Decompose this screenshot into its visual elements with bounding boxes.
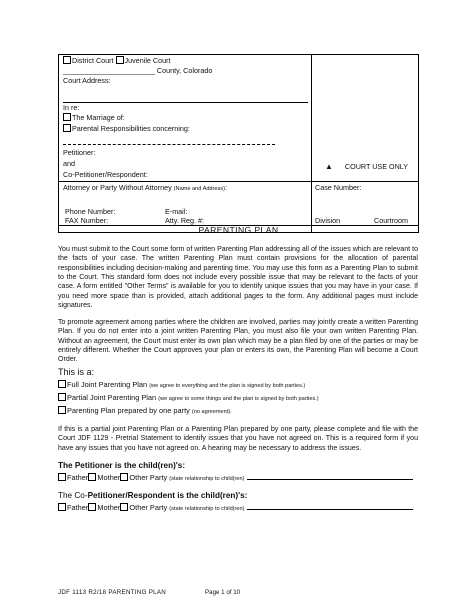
parental-resp-label: Parental Responsibilities concerning: (72, 124, 190, 133)
juvenile-court-label: Juvenile Court (124, 56, 171, 65)
co-mother-checkbox[interactable] (88, 503, 96, 511)
co-relationship-note: (state relationship to child(ren) (169, 506, 245, 512)
petitioner-father-label: Father (67, 473, 89, 482)
marriage-option (63, 113, 125, 122)
co-mother-label: Mother (97, 503, 121, 512)
instructions-paragraph: You must submit to the Court some form of written Parenting Plan addressing all of the issues which are relevant to the facts of your case. The written Parenting Plan must contain provisions for the allocation of parental responsibilities including decision-making and parenting time. You may use this form as a Parenting Plan to submit to the Court. This standard form does not include every possible issue that may be relevant to the facts of your case. A form entitled "Other Terms" is available for you to identify unique issues that you may have in your case. If you need more space than is provided, attach additional pages to the form. Any additional pages must include signatures. (58, 246, 418, 310)
footer-page-number: Page 1 of 10 (205, 589, 241, 596)
caption-left-border (58, 54, 59, 232)
court-use-only-label: COURT USE ONLY (344, 162, 409, 171)
district-court-label: District Court (72, 56, 114, 65)
courtroom-label: Courtroom (374, 216, 408, 225)
petitioner-mother-label: Mother (97, 473, 121, 482)
caption-divider (311, 54, 312, 232)
division-label: Division (315, 216, 341, 225)
fax-label: FAX Number: (65, 216, 109, 225)
petitioner-other-checkbox[interactable] (120, 473, 128, 481)
district-court-checkbox[interactable] (63, 56, 71, 64)
petitioner-label: Petitioner: (63, 148, 96, 157)
agreement-paragraph: To promote agreement among parties where the children are involved, parties may jointly create a written Parenting Plan. If you do not enter into a joint written Parenting Plan, you must also file your own written Parenting Plan. Without an agreement, the Court must enter its own plan which may be a plan filed by one of the parties or may be entirely different. Whether the Court approves your plan or enters its own, the Parenting Plan will become a Court Order. (58, 319, 418, 364)
co-relationship-field[interactable] (247, 503, 413, 510)
one-party-checkbox[interactable] (58, 406, 66, 414)
one-party-label: Parenting Plan prepared by one party (67, 406, 190, 415)
phone-label: Phone Number: (65, 207, 116, 216)
attorney-label (63, 183, 227, 194)
parental-resp-option (63, 124, 190, 133)
atty-reg-label: Atty. Reg. #: (165, 216, 205, 225)
form-title: PARENTING PLAN (198, 224, 279, 235)
partial-joint-option (58, 393, 319, 404)
full-joint-checkbox[interactable] (58, 380, 66, 388)
marriage-label: The Marriage of: (72, 113, 125, 122)
marriage-checkbox[interactable] (63, 113, 71, 121)
partial-joint-checkbox[interactable] (58, 393, 66, 401)
court-address-label: Court Address: (63, 76, 111, 85)
co-petitioner-heading (58, 491, 247, 500)
pretrial-paragraph: If this is a partial joint Parenting Plan or a Parenting Plan prepared by one party, please complete and file with the Court JDF 1129 - Pretrial Statement to identify issues that you have not agreed on. This is a required form if you have any issues that you have not agreed on. A hearing may be necessary to address the issues. (58, 426, 418, 452)
juvenile-court-checkbox[interactable] (116, 56, 124, 64)
petitioner-relationship-row (58, 473, 413, 484)
caption-right-border (418, 54, 419, 232)
co-heading-prefix: The Co- (58, 491, 88, 500)
co-father-checkbox[interactable] (58, 503, 66, 511)
attorney-label-colon: : (224, 183, 227, 192)
email-label: E-mail: (165, 207, 188, 216)
co-other-label: Other Party (129, 503, 168, 512)
this-is-a-label: This is a: (58, 367, 95, 377)
footer-form-id: JDF 1113 R2/18 PARENTING PLAN (58, 589, 167, 596)
petitioner-relationship-note: (state relationship to child(ren) (169, 476, 245, 482)
in-re-label: In re: (63, 103, 80, 112)
caption-mid-line (58, 181, 419, 182)
petitioner-other-label: Other Party (129, 473, 168, 482)
full-joint-note: (we agree to everything and the plan is signed by both parties.) (149, 383, 306, 389)
attorney-label-text: Attorney or Party Without Attorney (63, 183, 172, 192)
co-father-label: Father (67, 503, 89, 512)
petitioner-mother-checkbox[interactable] (88, 473, 96, 481)
full-joint-option (58, 380, 305, 391)
court-type-line (63, 56, 171, 65)
partial-joint-label: Partial Joint Parenting Plan (67, 393, 157, 402)
full-joint-label: Full Joint Parenting Plan (67, 380, 148, 389)
and-label: and (63, 159, 75, 168)
parental-resp-checkbox[interactable] (63, 124, 71, 132)
one-party-option (58, 406, 232, 417)
court-use-only (325, 162, 408, 171)
co-heading-rest: Petitioner/Respondent is the child(ren)'s: (87, 491, 248, 500)
attorney-label-note: (Name and Address) (173, 186, 225, 192)
triangle-up-icon: ▲ (325, 162, 333, 171)
partial-joint-note: (we agree to some things and the plan is signed by both parties.) (158, 396, 319, 402)
address-underline (63, 102, 308, 103)
caption-top-border (58, 54, 419, 55)
petitioner-relationship-field[interactable] (247, 473, 413, 480)
one-party-note: (no agreement). (191, 409, 232, 415)
petitioner-father-checkbox[interactable] (58, 473, 66, 481)
county-line: _______________________ County, Colorado (63, 66, 213, 75)
co-petitioner-label: Co-Petitioner/Respondent: (63, 170, 148, 179)
case-number-label: Case Number: (315, 183, 362, 192)
petitioner-heading: The Petitioner is the child(ren)'s: (58, 461, 186, 470)
co-petitioner-relationship-row (58, 503, 413, 514)
parental-resp-underline (63, 144, 275, 145)
co-other-checkbox[interactable] (120, 503, 128, 511)
